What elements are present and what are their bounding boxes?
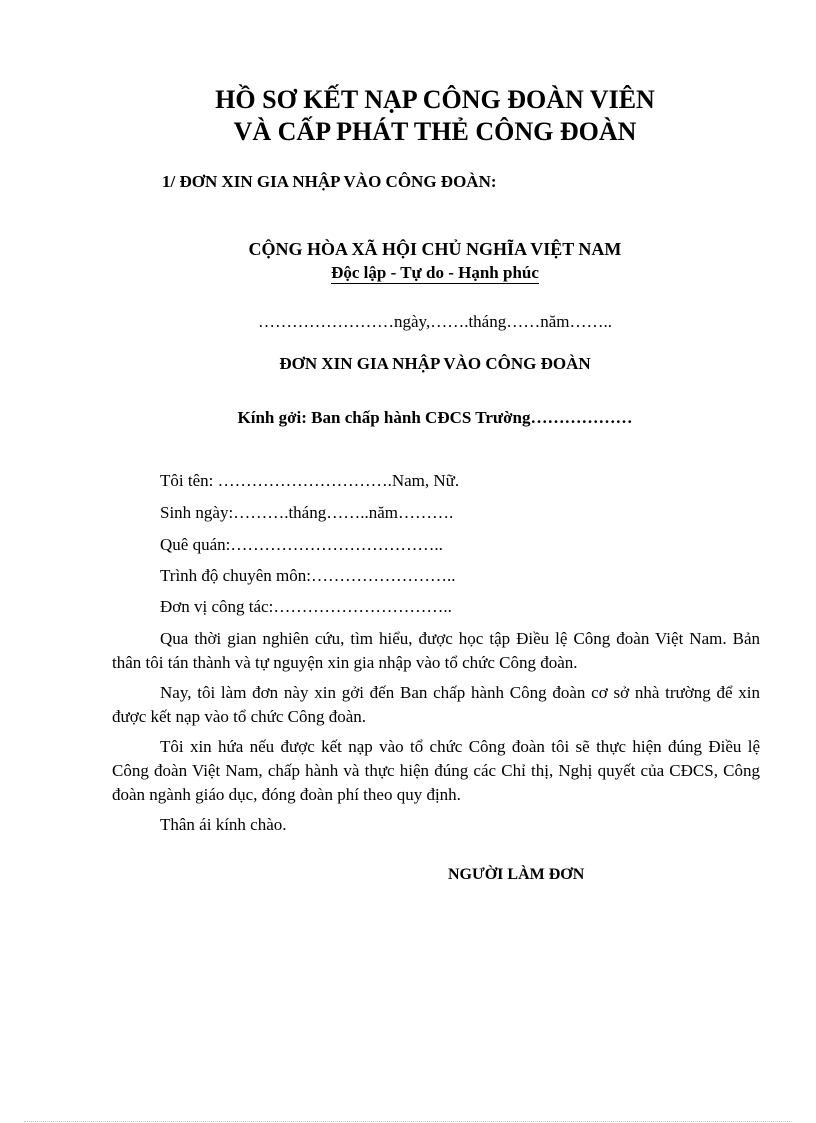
form-title: ĐƠN XIN GIA NHẬP VÀO CÔNG ĐOÀN [279, 354, 591, 373]
field-hometown: Quê quán:……………………………….. [160, 535, 443, 554]
paragraph-2: Nay, tôi làm đơn này xin gởi đến Ban chấp hành Công đoàn cơ sở nhà trường để xin được kết nạp vào tổ chức Công đoàn. [112, 683, 760, 726]
closing-line: Thân ái kính chào. [160, 815, 287, 834]
paragraph-1: Qua thời gian nghiên cứu, tìm hiểu, được học tập Điều lệ Công đoàn Việt Nam. Bản thân tôi tán thành và tự nguyện xin gia nhập vào tổ chức Công đoàn. [112, 629, 760, 672]
motto-text: Độc lập - Tự do - Hạnh phúc [331, 263, 539, 282]
national-title: CỘNG HÒA XÃ HỘI CHỦ NGHĨA VIỆT NAM [248, 239, 622, 259]
section-heading: 1/ ĐƠN XIN GIA NHẬP VÀO CÔNG ĐOÀN: [162, 172, 497, 191]
field-birth-date: Sinh ngày:……….tháng……..năm………. [160, 503, 454, 522]
field-qualification: Trình độ chuyên môn:…………………….. [160, 566, 456, 585]
paragraph-3: Tôi xin hứa nếu được kết nạp vào tổ chức Công đoàn tôi sẽ thực hiện đúng Điều lệ Công đoàn Việt Nam, chấp hành và thực hiện đúng các Chỉ thị, Nghị quyết của CĐCS, Công đoàn ngành giáo dục, đóng đoàn phí theo quy định. [112, 737, 760, 804]
document-title-line-1: HỒ SƠ KẾT NẠP CÔNG ĐOÀN VIÊN [215, 85, 655, 114]
recipient-line: Kính gởi: Ban chấp hành CĐCS Trường……………… [237, 408, 633, 427]
signer-label: NGƯỜI LÀM ĐƠN [448, 866, 585, 883]
document-title-line-2: VÀ CẤP PHÁT THẺ CÔNG ĐOÀN [233, 117, 637, 146]
field-workplace: Đơn vị công tác:………………………….. [160, 597, 452, 616]
field-name: Tôi tên: ………………………….Nam, Nữ. [160, 471, 460, 490]
date-line: ……………………ngày,…….tháng……năm…….. [258, 312, 612, 331]
national-motto [0, 263, 816, 283]
page-bottom-divider [24, 1121, 792, 1122]
